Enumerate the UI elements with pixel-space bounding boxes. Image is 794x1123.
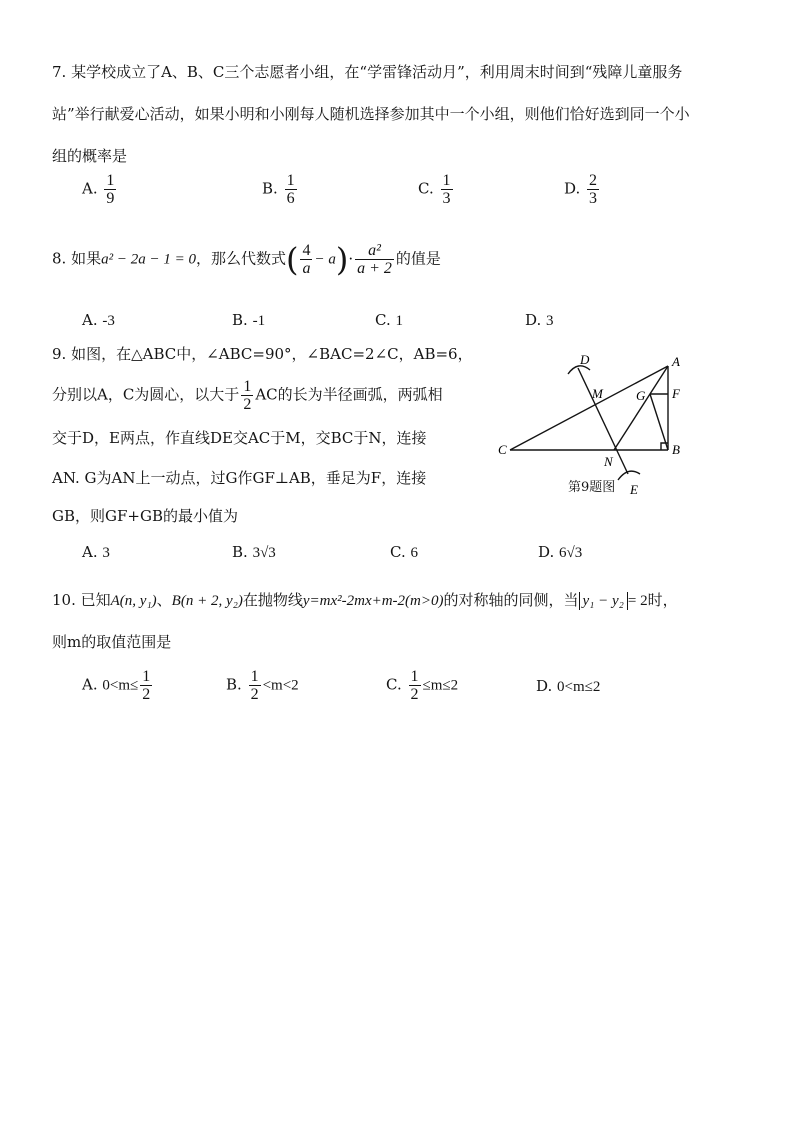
q9-figure bbox=[490, 348, 700, 498]
option-label: B. bbox=[262, 179, 278, 198]
segment-ca bbox=[510, 366, 668, 450]
q8-option-a[interactable]: A. -3 bbox=[82, 311, 115, 329]
minus-a: − a bbox=[314, 251, 336, 268]
option-label: C. bbox=[418, 179, 434, 198]
q9-line1: 9. 如图，在△ABC中，∠ABC=90°，∠BAC=2∠C，AB=6， bbox=[52, 345, 473, 363]
fraction: $\frac{1}{9}$ bbox=[106, 172, 115, 207]
fraction-half: $\frac{1}{2}$ bbox=[243, 378, 252, 413]
q8-prefix: 8. 如果 bbox=[52, 249, 102, 268]
q7-option-c[interactable] bbox=[418, 172, 455, 207]
fraction: $\frac{2}{3}$ bbox=[589, 172, 598, 207]
label-f: F bbox=[672, 386, 680, 401]
q8-option-c[interactable]: C. 1 bbox=[375, 311, 403, 329]
fraction: $\frac{1}{2}$ bbox=[250, 668, 259, 703]
q10-option-c[interactable]: C. $\frac{1}{2}$ ≤m≤2 bbox=[386, 668, 459, 703]
q10-option-d[interactable]: D. 0<m≤2 bbox=[536, 677, 601, 695]
point-b: B(n + 2, y₂) bbox=[171, 593, 243, 609]
fraction: $\frac{1}{2}$ bbox=[410, 668, 419, 703]
abs-expression: y₁ − y₂ bbox=[579, 592, 628, 610]
label-e: E bbox=[630, 482, 638, 497]
option-label: D. bbox=[564, 179, 581, 198]
label-m: M bbox=[592, 386, 603, 401]
fraction-a2-over-a2: $\frac{\text{a²}}{a + 2}$ bbox=[357, 242, 392, 277]
arc-e bbox=[618, 471, 640, 480]
fraction: $\frac{1}{3}$ bbox=[442, 172, 451, 207]
fraction: $\frac{1}{2}$ bbox=[142, 668, 151, 703]
label-a: A bbox=[672, 354, 680, 369]
point-a: A(n, y₁) bbox=[110, 593, 157, 609]
fraction-4-over-a: $\frac{4}{a}$ bbox=[302, 242, 311, 277]
option-label: A. bbox=[82, 179, 98, 198]
q9-line3: 交于D，E两点，作直线DE交AC于M，交BC于N，连接 bbox=[52, 429, 427, 447]
q10-line1: 10. 已知A(n, y₁)、B(n + 2, y₂)在抛物线y=mx²-2mx+m-2(m>0)的对称轴的同侧，当 y₁ − y₂ = 2时， bbox=[52, 591, 678, 609]
q10-line2: 则m的取值范围是 bbox=[52, 633, 172, 651]
q9-option-d[interactable]: D. 6√3 bbox=[538, 543, 583, 561]
q7-option-b[interactable] bbox=[262, 172, 299, 207]
label-c: C bbox=[498, 442, 507, 457]
segment-gb bbox=[650, 394, 668, 450]
q7-line2: 站”举行献爱心活动，如果小明和小刚每人随机选择参加其中一个小组，则他们恰好选到同一个小 bbox=[52, 105, 690, 123]
q9-line2: 分别以A，C为圆心，以大于 $\frac{1}{2}$ AC的长为半径画弧，两弧相 bbox=[52, 378, 443, 413]
label-d: D bbox=[580, 352, 590, 367]
q9-option-c[interactable]: C. 6 bbox=[390, 543, 418, 561]
q7-option-d[interactable] bbox=[564, 172, 601, 207]
q8-option-d[interactable]: D. 3 bbox=[525, 311, 554, 329]
q10-option-a[interactable]: A. 0<m≤ $\frac{1}{2}$ bbox=[82, 668, 151, 703]
q7-line1: 7. 某学校成立了A、B、C三个志愿者小组，在“学雷锋活动月”，利用周末时间到“残障儿童服务 bbox=[52, 63, 683, 81]
q8-equation: a² − 2a − 1 = 0 bbox=[101, 251, 196, 268]
q8-stem bbox=[52, 242, 441, 277]
close-paren: ) bbox=[335, 240, 349, 279]
label-b: B bbox=[672, 442, 680, 457]
q9-option-b[interactable]: B. 3√3 bbox=[232, 543, 276, 561]
q10-option-b[interactable]: B. $\frac{1}{2}$ <m<2 bbox=[226, 668, 299, 703]
label-g: G bbox=[636, 388, 646, 403]
line-de bbox=[578, 368, 628, 474]
q9-line4: AN. G为AN上一动点，过G作GF⊥AB，垂足为F，连接 bbox=[52, 469, 427, 487]
q7-line3: 组的概率是 bbox=[52, 147, 128, 165]
q9-line5: GB，则GF+GB的最小值为 bbox=[52, 507, 238, 525]
fraction: $\frac{1}{6}$ bbox=[286, 172, 295, 207]
q9-figure-caption: 第9题图 bbox=[568, 480, 616, 495]
parabola-expr: y=mx²-2mx+m-2(m>0) bbox=[302, 593, 444, 609]
label-n: N bbox=[604, 454, 613, 469]
q8-mid: ，那么代数式 bbox=[195, 249, 286, 268]
q8-suffix: 的值是 bbox=[395, 249, 441, 268]
q9-option-a[interactable]: A. 3 bbox=[82, 543, 110, 561]
q8-option-b[interactable]: B. -1 bbox=[232, 311, 266, 329]
open-paren: ( bbox=[285, 240, 299, 279]
q7-option-a[interactable] bbox=[82, 172, 118, 207]
dot-operator: · bbox=[348, 249, 354, 268]
segment-an bbox=[614, 366, 668, 450]
